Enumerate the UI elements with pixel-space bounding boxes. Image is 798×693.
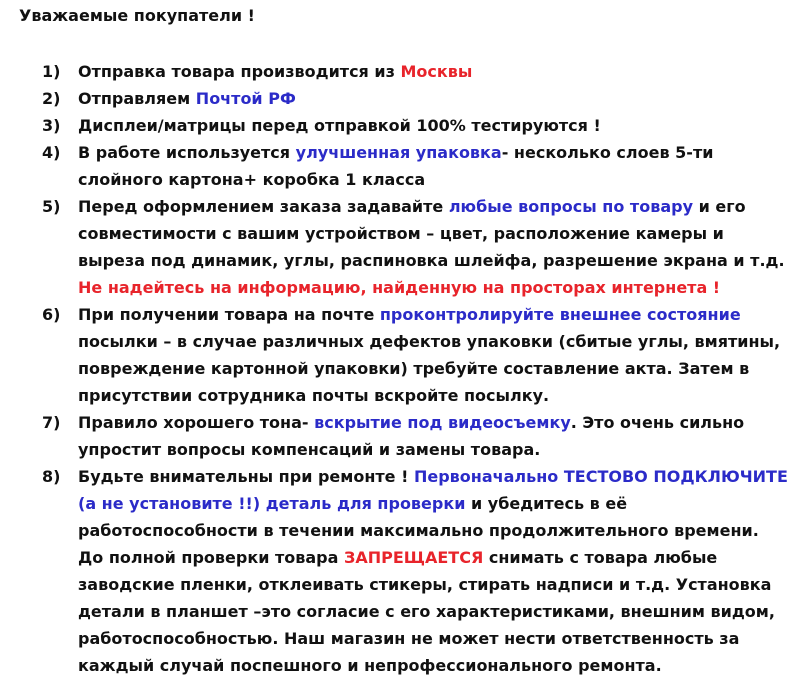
text-segment: - несколько слоев 5-ти слойного картона+ коробка 1 класса [78,143,714,189]
text-segment: При получении товара на почте [78,305,380,324]
list-item [0,58,798,85]
list-item [0,409,798,463]
item-text [78,85,788,112]
list-item [0,301,798,409]
highlight-blue: Почтой РФ [195,89,296,108]
text-segment: и убедитесь в её работоспособности в течении максимально продолжительного времени. До полной проверки товара [78,494,759,567]
highlight-blue: вскрытие под видеосъемку [314,413,571,432]
text-segment: и его совместимости с вашим устройством – цвет, расположение камеры и выреза под динамик, углы, распиновка шлейфа, разрешение экрана и т.д. [78,197,785,270]
list-item [0,85,798,112]
highlight-red: Москвы [400,62,473,81]
highlight-blue: любые вопросы по товару [448,197,693,216]
item-number: 8) [42,467,61,486]
item-number: 3) [42,116,61,135]
item-number: 4) [42,143,61,162]
text-segment: Будьте внимательны при ремонте ! [78,467,414,486]
text-segment: . Это очень сильно упростит вопросы компенсаций и замены товара. [78,413,745,459]
item-text [78,193,788,301]
item-text [78,58,788,85]
highlight-blue: улучшенная упаковка [295,143,502,162]
text-segment: Перед оформлением заказа задавайте [78,197,449,216]
item-number: 2) [42,89,61,108]
item-text [78,112,788,139]
item-text [78,409,788,463]
highlight-blue: Первоначально ТЕСТОВО ПОДКЛЮЧИТЕ (а не установите !!) деталь для проверки [78,467,788,513]
list-item [0,139,798,193]
item-number: 1) [42,62,61,81]
list-item [0,112,798,139]
text-segment: снимать с товара любые заводские пленки, отклеивать стикеры, стирать надписи и т.д. Установка детали в планшет –это согласие с его характеристиками, внешним видом, работоспособностью. Наш магазин не может нести ответственность за каждый случай поспешного и непрофессионального ремонта. [78,548,775,675]
highlight-blue: проконтролируйте внешнее состояние [379,305,741,324]
rules-list [0,58,798,679]
text-segment: Дисплеи/матрицы перед отправкой 100% тестируются ! [78,116,601,135]
text-segment: Правило хорошего тона- [78,413,315,432]
list-item [0,463,798,679]
text-segment: Отправляем [78,89,196,108]
text-segment: В работе используется [78,143,296,162]
page-heading: Уважаемые покупатели ! [19,6,255,25]
item-text [78,139,788,193]
highlight-red: ЗАПРЕЩАЕТСЯ [343,548,484,567]
text-segment: посылки – в случае различных дефектов упаковки (сбитые углы, вмятины, повреждение картонной упаковки) требуйте составление акта. Затем в присутствии сотрудника почты вскройте посылку. [78,332,781,405]
item-text [78,301,788,409]
item-number: 7) [42,413,61,432]
item-text [78,463,788,679]
highlight-red: Не надейтесь на информацию, найденную на просторах интернета ! [78,278,721,297]
text-segment: Отправка товара производится из [78,62,401,81]
item-number: 5) [42,197,61,216]
item-number: 6) [42,305,61,324]
list-item [0,193,798,301]
